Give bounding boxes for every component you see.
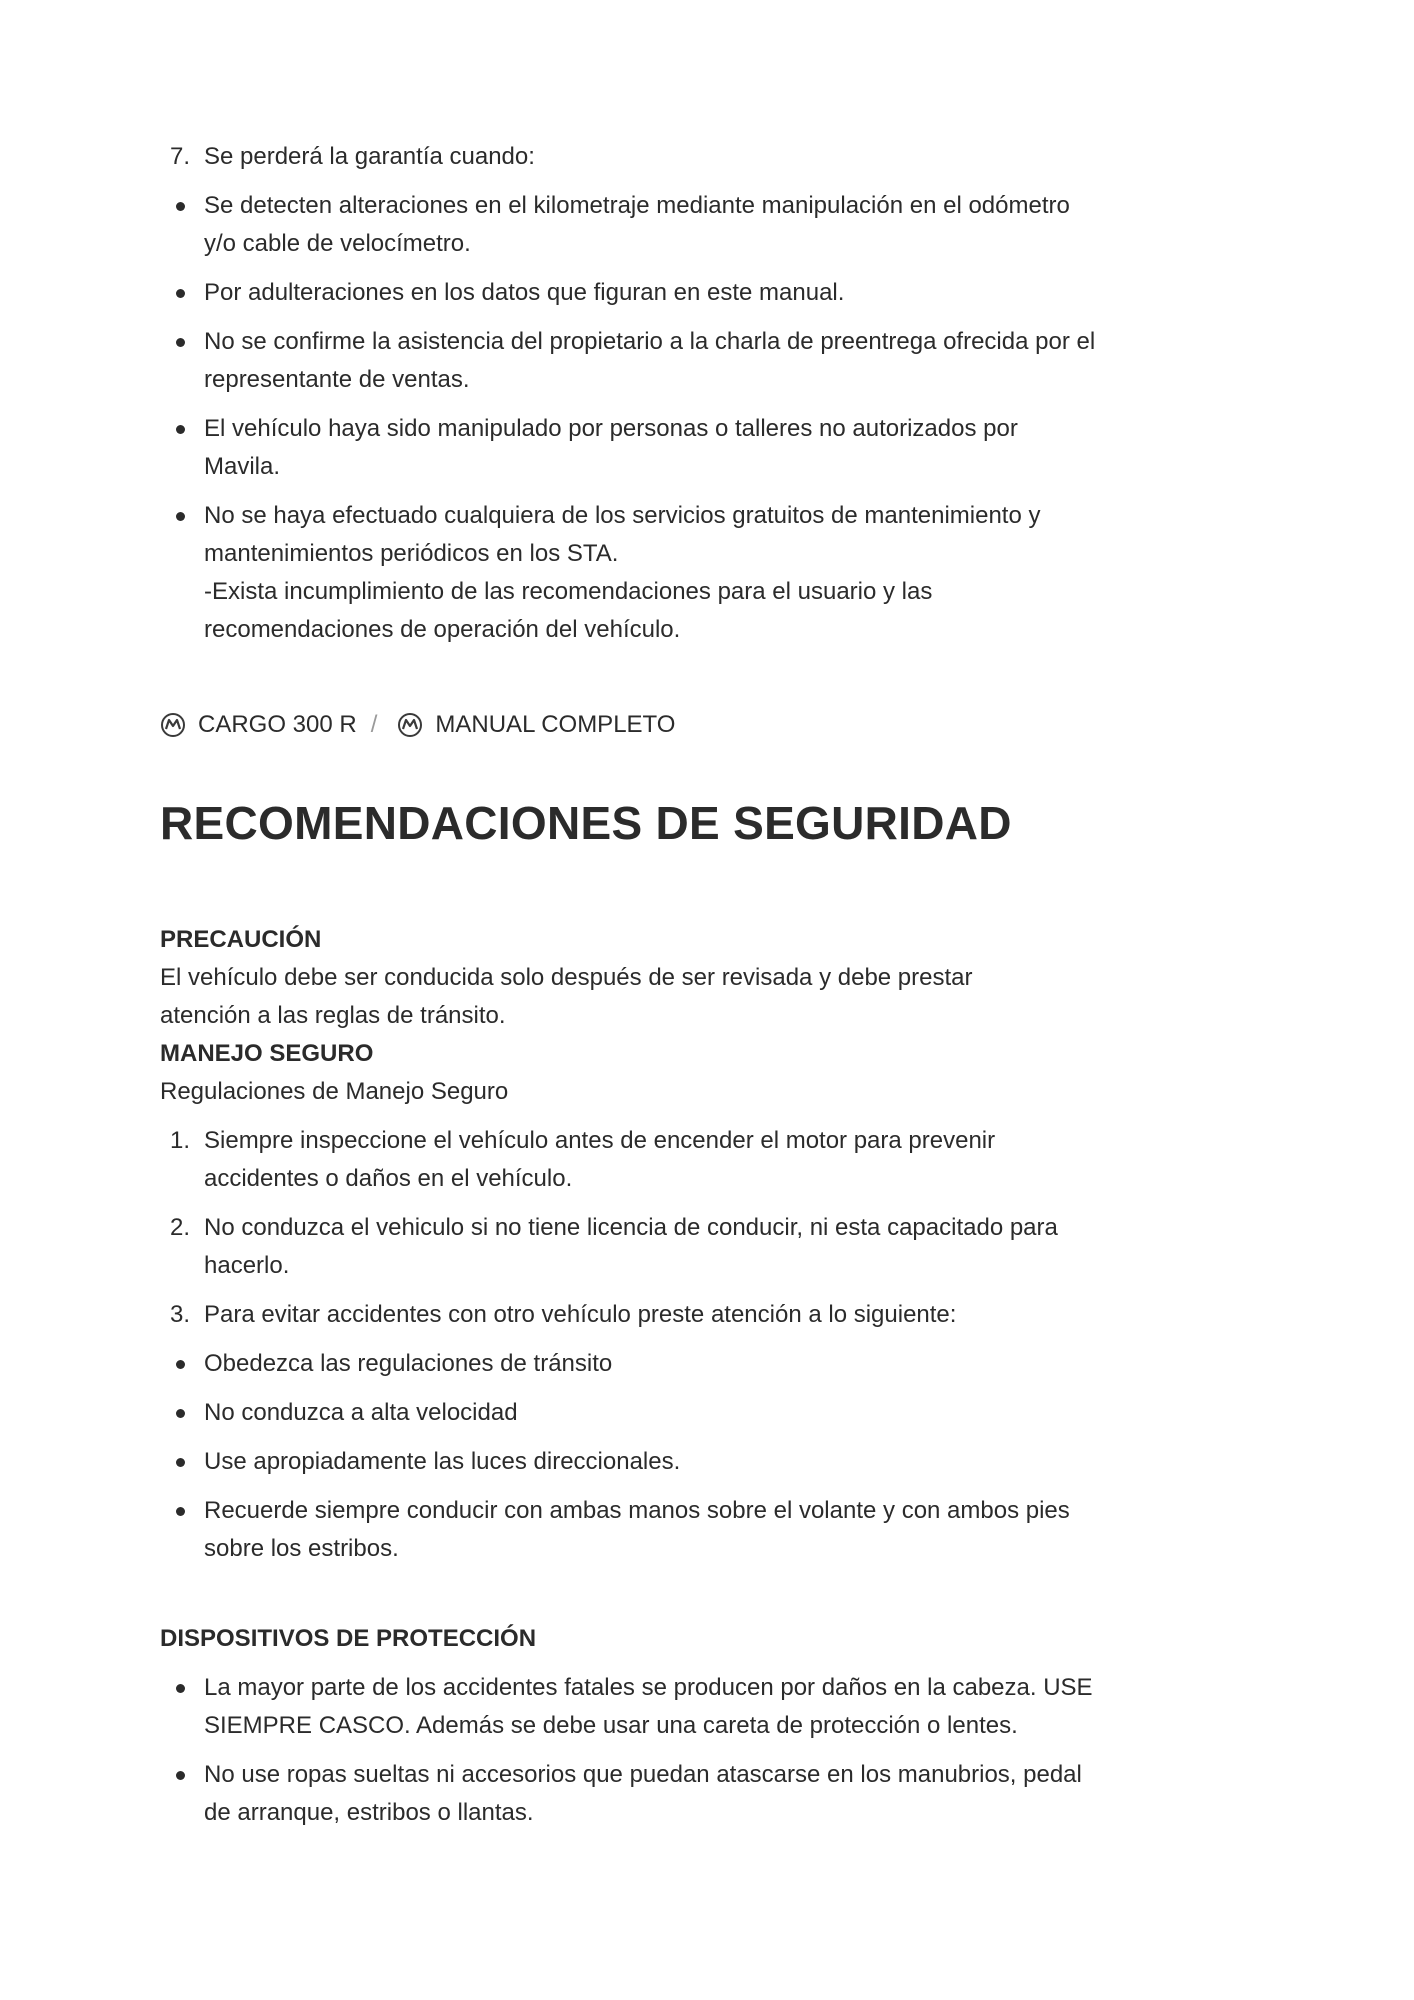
manejo-intro: Regulaciones de Manejo Seguro — [160, 1078, 509, 1105]
list-item-text: No se confirme la asistencia del propietario a la charla de preentrega ofrecida por el — [204, 328, 1096, 355]
list-item-text: Recuerde siempre conducir con ambas manos sobre el volante y con ambos pies — [204, 1497, 1070, 1524]
list-item-text: No conduzca a alta velocidad — [204, 1399, 518, 1426]
list-item-text: Por adulteraciones en los datos que figuran en este manual. — [204, 279, 845, 306]
bullet-dot — [176, 1507, 185, 1516]
precaucion-section — [160, 921, 1160, 1111]
list-item-text: Se detecten alteraciones en el kilometraje mediante manipulación en el odómetro — [204, 192, 1070, 219]
list-item-text: y/o cable de velocímetro. — [204, 230, 471, 257]
breadcrumb — [160, 705, 1160, 745]
bullet-dot — [176, 202, 185, 211]
numbered-item — [160, 1296, 1160, 1334]
manejo-heading: MANEJO SEGURO — [160, 1040, 374, 1067]
list-item — [160, 1669, 1160, 1745]
list-item-text: El vehículo haya sido manipulado por personas o talleres no autorizados por — [204, 415, 1018, 442]
list-item-text: hacerlo. — [204, 1252, 290, 1279]
numbered-item — [160, 1209, 1160, 1285]
list-item-text: accidentes o daños en el vehículo. — [204, 1165, 573, 1192]
bullet-dot — [176, 512, 185, 521]
document-page — [160, 138, 1160, 1843]
item-number: 2. — [169, 1214, 190, 1241]
list-item — [160, 323, 1160, 399]
precaucion-line: El vehículo debe ser conducida solo después de ser revisada y debe prestar — [160, 964, 973, 991]
bullet-dot — [176, 1771, 185, 1780]
list-item-text: Obedezca las regulaciones de tránsito — [204, 1350, 613, 1377]
list-item-text: Use apropiadamente las luces direccionales. — [204, 1448, 681, 1475]
item-number: 3. — [169, 1301, 190, 1328]
list-item-text: SIEMPRE CASCO. Además se debe usar una careta de protección o lentes. — [204, 1712, 1018, 1739]
bullet-dot — [176, 1360, 185, 1369]
warranty-bullet-list — [160, 187, 1160, 649]
list-item-text: No conduzca el vehiculo si no tiene licencia de conducir, ni esta capacitado para — [204, 1214, 1058, 1241]
manejo-numbered-list — [160, 1122, 1160, 1334]
breadcrumb-item-manual[interactable] — [397, 711, 675, 739]
list-item-text: La mayor parte de los accidentes fatales se producen por daños en la cabeza. USE — [204, 1674, 1093, 1701]
list-item — [160, 187, 1160, 263]
numbered-item-7 — [160, 138, 1160, 176]
list-item — [160, 1345, 1160, 1383]
list-item — [160, 1394, 1160, 1432]
list-item — [160, 1492, 1160, 1568]
precaucion-heading: PRECAUCIÓN — [160, 926, 322, 953]
item-text: Se perderá la garantía cuando: — [204, 143, 535, 170]
list-item-text: sobre los estribos. — [204, 1535, 399, 1562]
breadcrumb-item-cargo[interactable] — [160, 711, 357, 739]
list-item-text: Siempre inspeccione el vehículo antes de encender el motor para prevenir — [204, 1127, 996, 1154]
list-item-text: No use ropas sueltas ni accesorios que puedan atascarse en los manubrios, pedal — [204, 1761, 1082, 1788]
list-item-text: -Exista incumplimiento de las recomendaciones para el usuario y las — [204, 578, 933, 605]
item-number: 1. — [169, 1127, 190, 1154]
bullet-dot — [176, 1684, 185, 1693]
manejo-bullet-list — [160, 1345, 1160, 1568]
precaucion-line: atención a las reglas de tránsito. — [160, 1002, 506, 1029]
list-item-text: No se haya efectuado cualquiera de los servicios gratuitos de mantenimiento y — [204, 502, 1041, 529]
list-item — [160, 1756, 1160, 1832]
mavila-logo-icon — [160, 712, 186, 738]
list-item-text: Mavila. — [204, 453, 281, 480]
bullet-dot — [176, 425, 185, 434]
breadcrumb-label: CARGO 300 R — [198, 711, 357, 738]
bullet-dot — [176, 1458, 185, 1467]
list-item-text: representante de ventas. — [204, 366, 470, 393]
page-title: RECOMENDACIONES DE SEGURIDAD — [160, 797, 1012, 849]
breadcrumb-label: MANUAL COMPLETO — [435, 711, 676, 738]
dispositivos-heading: DISPOSITIVOS DE PROTECCIÓN — [160, 1625, 537, 1652]
list-item-text: de arranque, estribos o llantas. — [204, 1799, 534, 1826]
breadcrumb-separator: / — [370, 711, 378, 738]
list-item-text: mantenimientos periódicos en los STA. — [204, 540, 619, 567]
bullet-dot — [176, 1409, 185, 1418]
dispositivos-section — [160, 1620, 1160, 1658]
bullet-dot — [176, 338, 185, 347]
mavila-logo-icon — [397, 712, 423, 738]
list-item — [160, 410, 1160, 486]
bullet-dot — [176, 289, 185, 298]
list-item — [160, 1443, 1160, 1481]
list-item — [160, 497, 1160, 649]
dispositivos-bullet-list — [160, 1669, 1160, 1832]
item-number: 7. — [169, 143, 190, 170]
list-item-text: Para evitar accidentes con otro vehículo preste atención a lo siguiente: — [204, 1301, 957, 1328]
list-item — [160, 274, 1160, 312]
numbered-item — [160, 1122, 1160, 1198]
list-item-text: recomendaciones de operación del vehículo. — [204, 616, 681, 643]
